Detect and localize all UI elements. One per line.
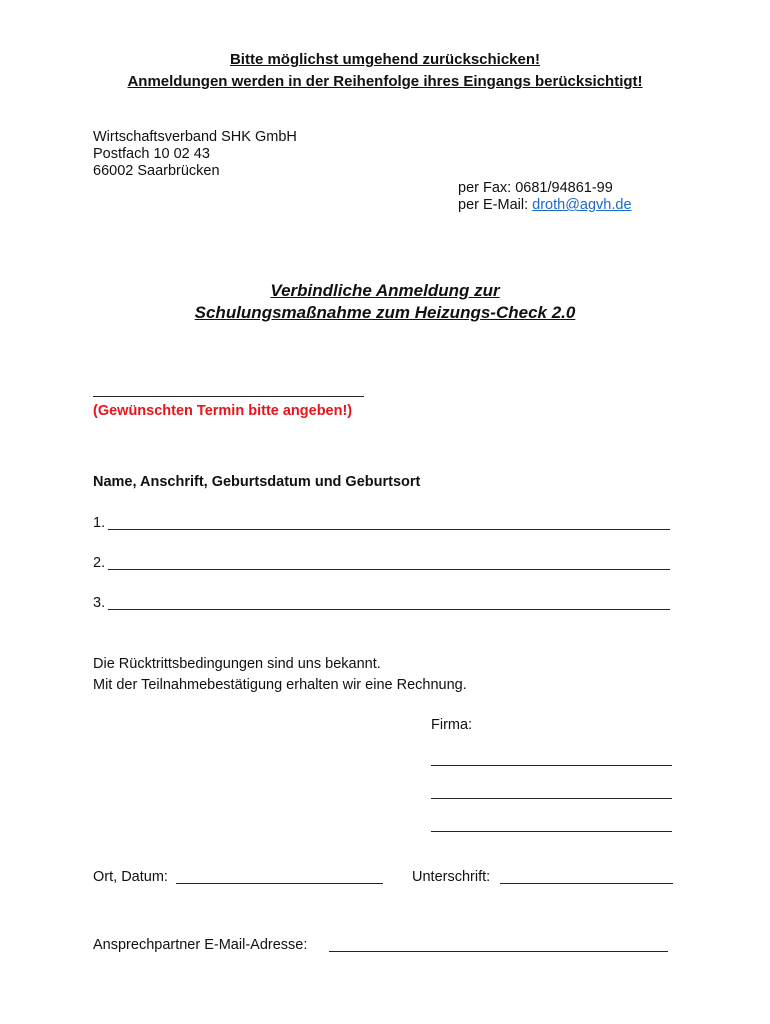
participant-field-1[interactable] (108, 529, 670, 530)
contact-email-prefix: per E-Mail: (458, 197, 533, 213)
header-line-1: Bitte möglichst umgehend zurückschicken! (229, 51, 541, 68)
date-hint: (Gewünschten Termin bitte angeben!) (93, 403, 353, 419)
participant-row-number: 2. (93, 555, 106, 571)
participant-field-3[interactable] (108, 609, 670, 610)
contact-email-row (458, 197, 632, 214)
signature-field[interactable] (500, 883, 673, 884)
notes-line-1: Die Rücktrittsbedingungen sind uns bekannt. (93, 656, 381, 672)
place-date-field[interactable] (176, 883, 383, 884)
participant-row-number: 1. (93, 515, 106, 531)
address-city: 66002 Saarbrücken (93, 163, 220, 179)
participant-field-2[interactable] (108, 569, 670, 570)
address-postbox: Postfach 10 02 43 (93, 146, 210, 162)
contact-person-label: Ansprechpartner E-Mail-Adresse: (93, 937, 308, 953)
participants-heading: Name, Anschrift, Geburtsdatum und Geburtsort (93, 474, 421, 490)
header-line-2: Anmeldungen werden in der Reihenfolge ihres Eingangs berücksichtigt! (127, 73, 643, 90)
place-date-label: Ort, Datum: (93, 869, 168, 885)
contact-email-link[interactable]: droth@agvh.de (532, 197, 632, 213)
address-company: Wirtschaftsverband SHK GmbH (93, 129, 297, 145)
company-field-3[interactable] (431, 831, 672, 832)
company-label: Firma: (431, 717, 473, 733)
notes-line-2: Mit der Teilnahmebestätigung erhalten wir eine Rechnung. (93, 677, 467, 693)
contact-fax: per Fax: 0681/94861-99 (458, 180, 613, 196)
page-title-line-2: Schulungsmaßnahme zum Heizungs-Check 2.0 (194, 303, 576, 322)
company-field-2[interactable] (431, 798, 672, 799)
company-field-1[interactable] (431, 765, 672, 766)
signature-label: Unterschrift: (412, 869, 491, 885)
page-title-line-1: Verbindliche Anmeldung zur (270, 281, 500, 300)
contact-person-email-field[interactable] (329, 951, 668, 952)
participant-row-number: 3. (93, 595, 106, 611)
date-field-line[interactable] (93, 396, 364, 397)
